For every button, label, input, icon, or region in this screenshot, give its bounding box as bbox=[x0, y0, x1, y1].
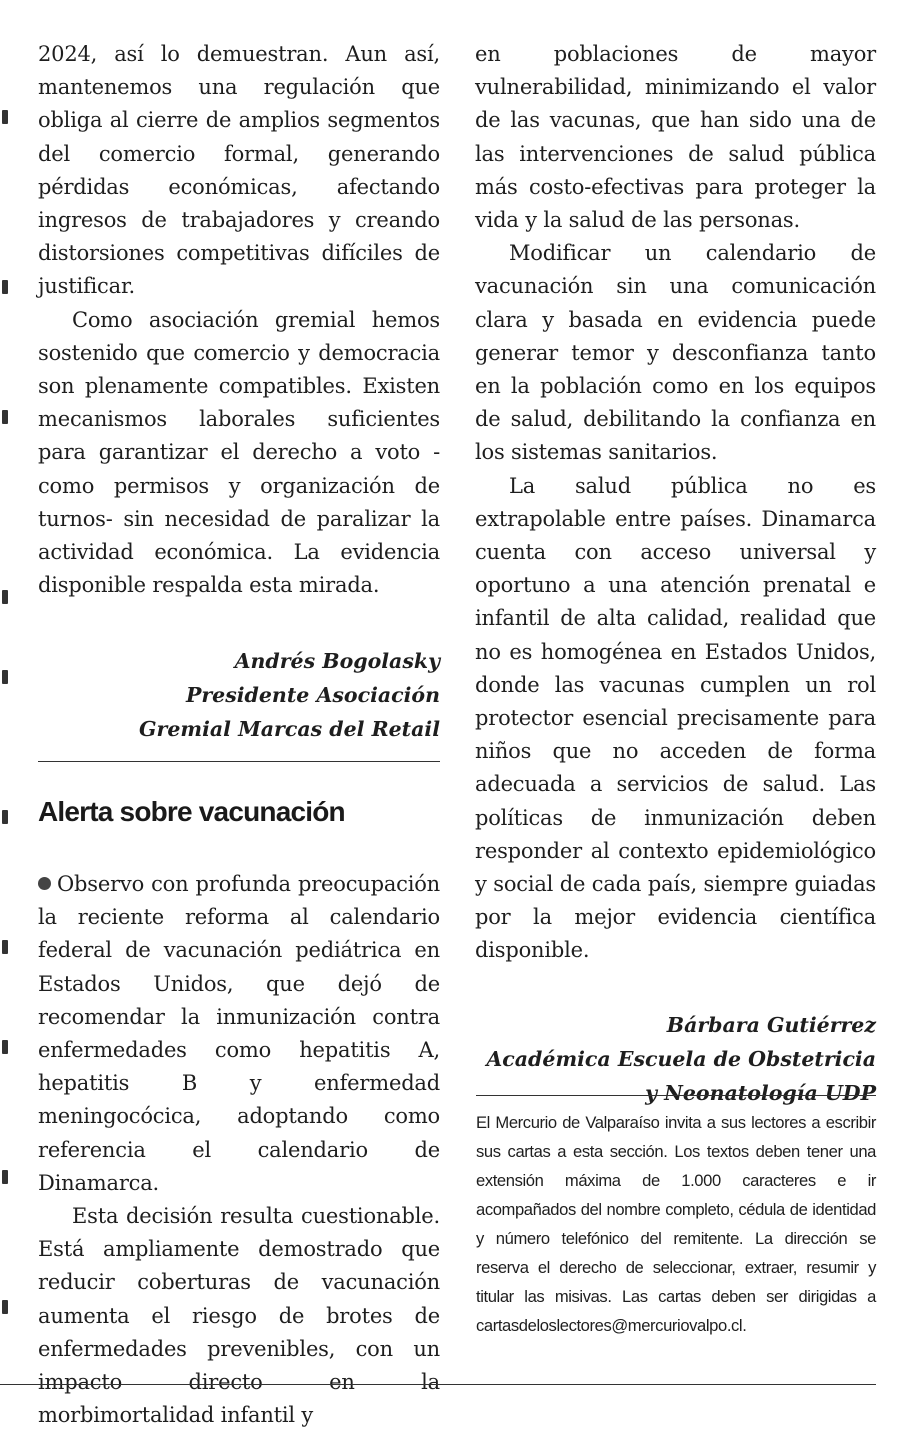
signature-title: Gremial Marcas del Retail bbox=[139, 717, 440, 742]
notice-email: cartasdeloslectores@mercuriovalpo.cl. bbox=[476, 1316, 747, 1335]
letter-paragraph: La salud pública no es extrapolable entre países. Dinamarca cuenta con acceso universal y oportuno a una atención prenatal e infantil de alta calidad, realidad que no es homogénea en Estados Unidos, donde las vacunas cumplen un rol protector esencial precisamente para niños que no acceden de forma adecuada a servicios de salud. Las políticas de inmunización deben responder al contexto epidemiológico y social de cada país, siempre guiadas por la mejor evidencia científica disponible. bbox=[475, 473, 876, 963]
bullet-icon bbox=[38, 877, 51, 890]
letter-heading: Alerta sobre vacunación bbox=[38, 796, 345, 827]
signature-title: Académica Escuela de Obstetricia bbox=[486, 1046, 876, 1071]
text-fragment-mark bbox=[2, 940, 8, 954]
text-fragment-mark bbox=[2, 590, 8, 604]
text-fragment-mark bbox=[2, 1040, 8, 1054]
text-fragment-mark bbox=[2, 280, 8, 294]
signature-name: Andrés Bogolasky bbox=[234, 649, 440, 674]
notice-divider bbox=[476, 1095, 876, 1096]
signature-title: y Neonatología UDP bbox=[645, 1080, 876, 1105]
letter-vaccination-column-right bbox=[475, 38, 876, 1110]
text-fragment-mark bbox=[2, 410, 8, 424]
letter-signature bbox=[38, 644, 440, 746]
text-fragment-mark bbox=[2, 1170, 8, 1184]
text-fragment-mark bbox=[2, 110, 8, 124]
adjacent-column-fragment bbox=[0, 30, 12, 1370]
section-divider bbox=[38, 761, 440, 762]
text-fragment-mark bbox=[2, 670, 8, 684]
letter-paragraph: Observo con profunda preocupación la reciente reforma al calendario federal de vacunación pediátrica en Estados Unidos, que dejó de recomendar la inmunización contra enfermedades como hepatitis A, hepatitis B y enfermedad meningocócica, adoptando como referencia el calendario de Dinamarca. bbox=[38, 872, 440, 1195]
letter-paragraph: Esta decisión resulta cuestionable. Está ampliamente demostrado que reducir coberturas de vacunación aumenta el riesgo de brotes de enfermedades prevenibles, con un impacto directo en la morbimortalidad infantil y bbox=[38, 1204, 440, 1428]
letter-paragraph: 2024, así lo demuestran. Aun así, mantenemos una regulación que obliga al cierre de amplios segmentos del comercio formal, generando pérdidas económicas, afectando ingresos de trabajadores y creando distorsiones competitivas difíciles de justificar. bbox=[38, 42, 440, 299]
page-bottom-rule bbox=[0, 1384, 876, 1385]
text-fragment-mark bbox=[2, 810, 8, 824]
letter-paragraph: en poblaciones de mayor vulnerabilidad, minimizando el valor de las vacunas, que han sido una de las intervenciones de salud pública más costo-efectivas para proteger la vida y la salud de las personas. bbox=[475, 42, 876, 233]
notice-text: El Mercurio de Valparaíso invita a sus lectores a escribir sus cartas a esta sección. Los textos deben tener una extensión máxima de 1.000 caracteres e ir acompañados del nombre completo, cédula de identidad y número telefónico del remitente. La dirección se reserva el derecho de seleccionar, extraer, resumir y titular las misivas. Las cartas deben ser dirigidas a bbox=[476, 1113, 876, 1306]
signature-title: Presidente Asociación bbox=[185, 683, 440, 708]
submission-notice bbox=[476, 1108, 876, 1340]
text-fragment-mark bbox=[2, 1300, 8, 1314]
letter-retail-column bbox=[38, 38, 440, 746]
letter-paragraph: Como asociación gremial hemos sostenido que comercio y democracia son plenamente compatibles. Existen mecanismos laborales suficientes para garantizar el derecho a voto -como permisos y organización de turnos- sin necesidad de paralizar la actividad económica. La evidencia disponible respalda esta mirada. bbox=[38, 307, 440, 598]
signature-name: Bárbara Gutiérrez bbox=[666, 1012, 876, 1037]
letter-paragraph: Modificar un calendario de vacunación sin una comunicación clara y basada en evidencia puede generar temor y desconfianza tanto en la población como en los equipos de salud, debilitando la confianza en los sistemas sanitarios. bbox=[475, 241, 876, 465]
letter-vaccination-column-left bbox=[38, 868, 440, 1432]
